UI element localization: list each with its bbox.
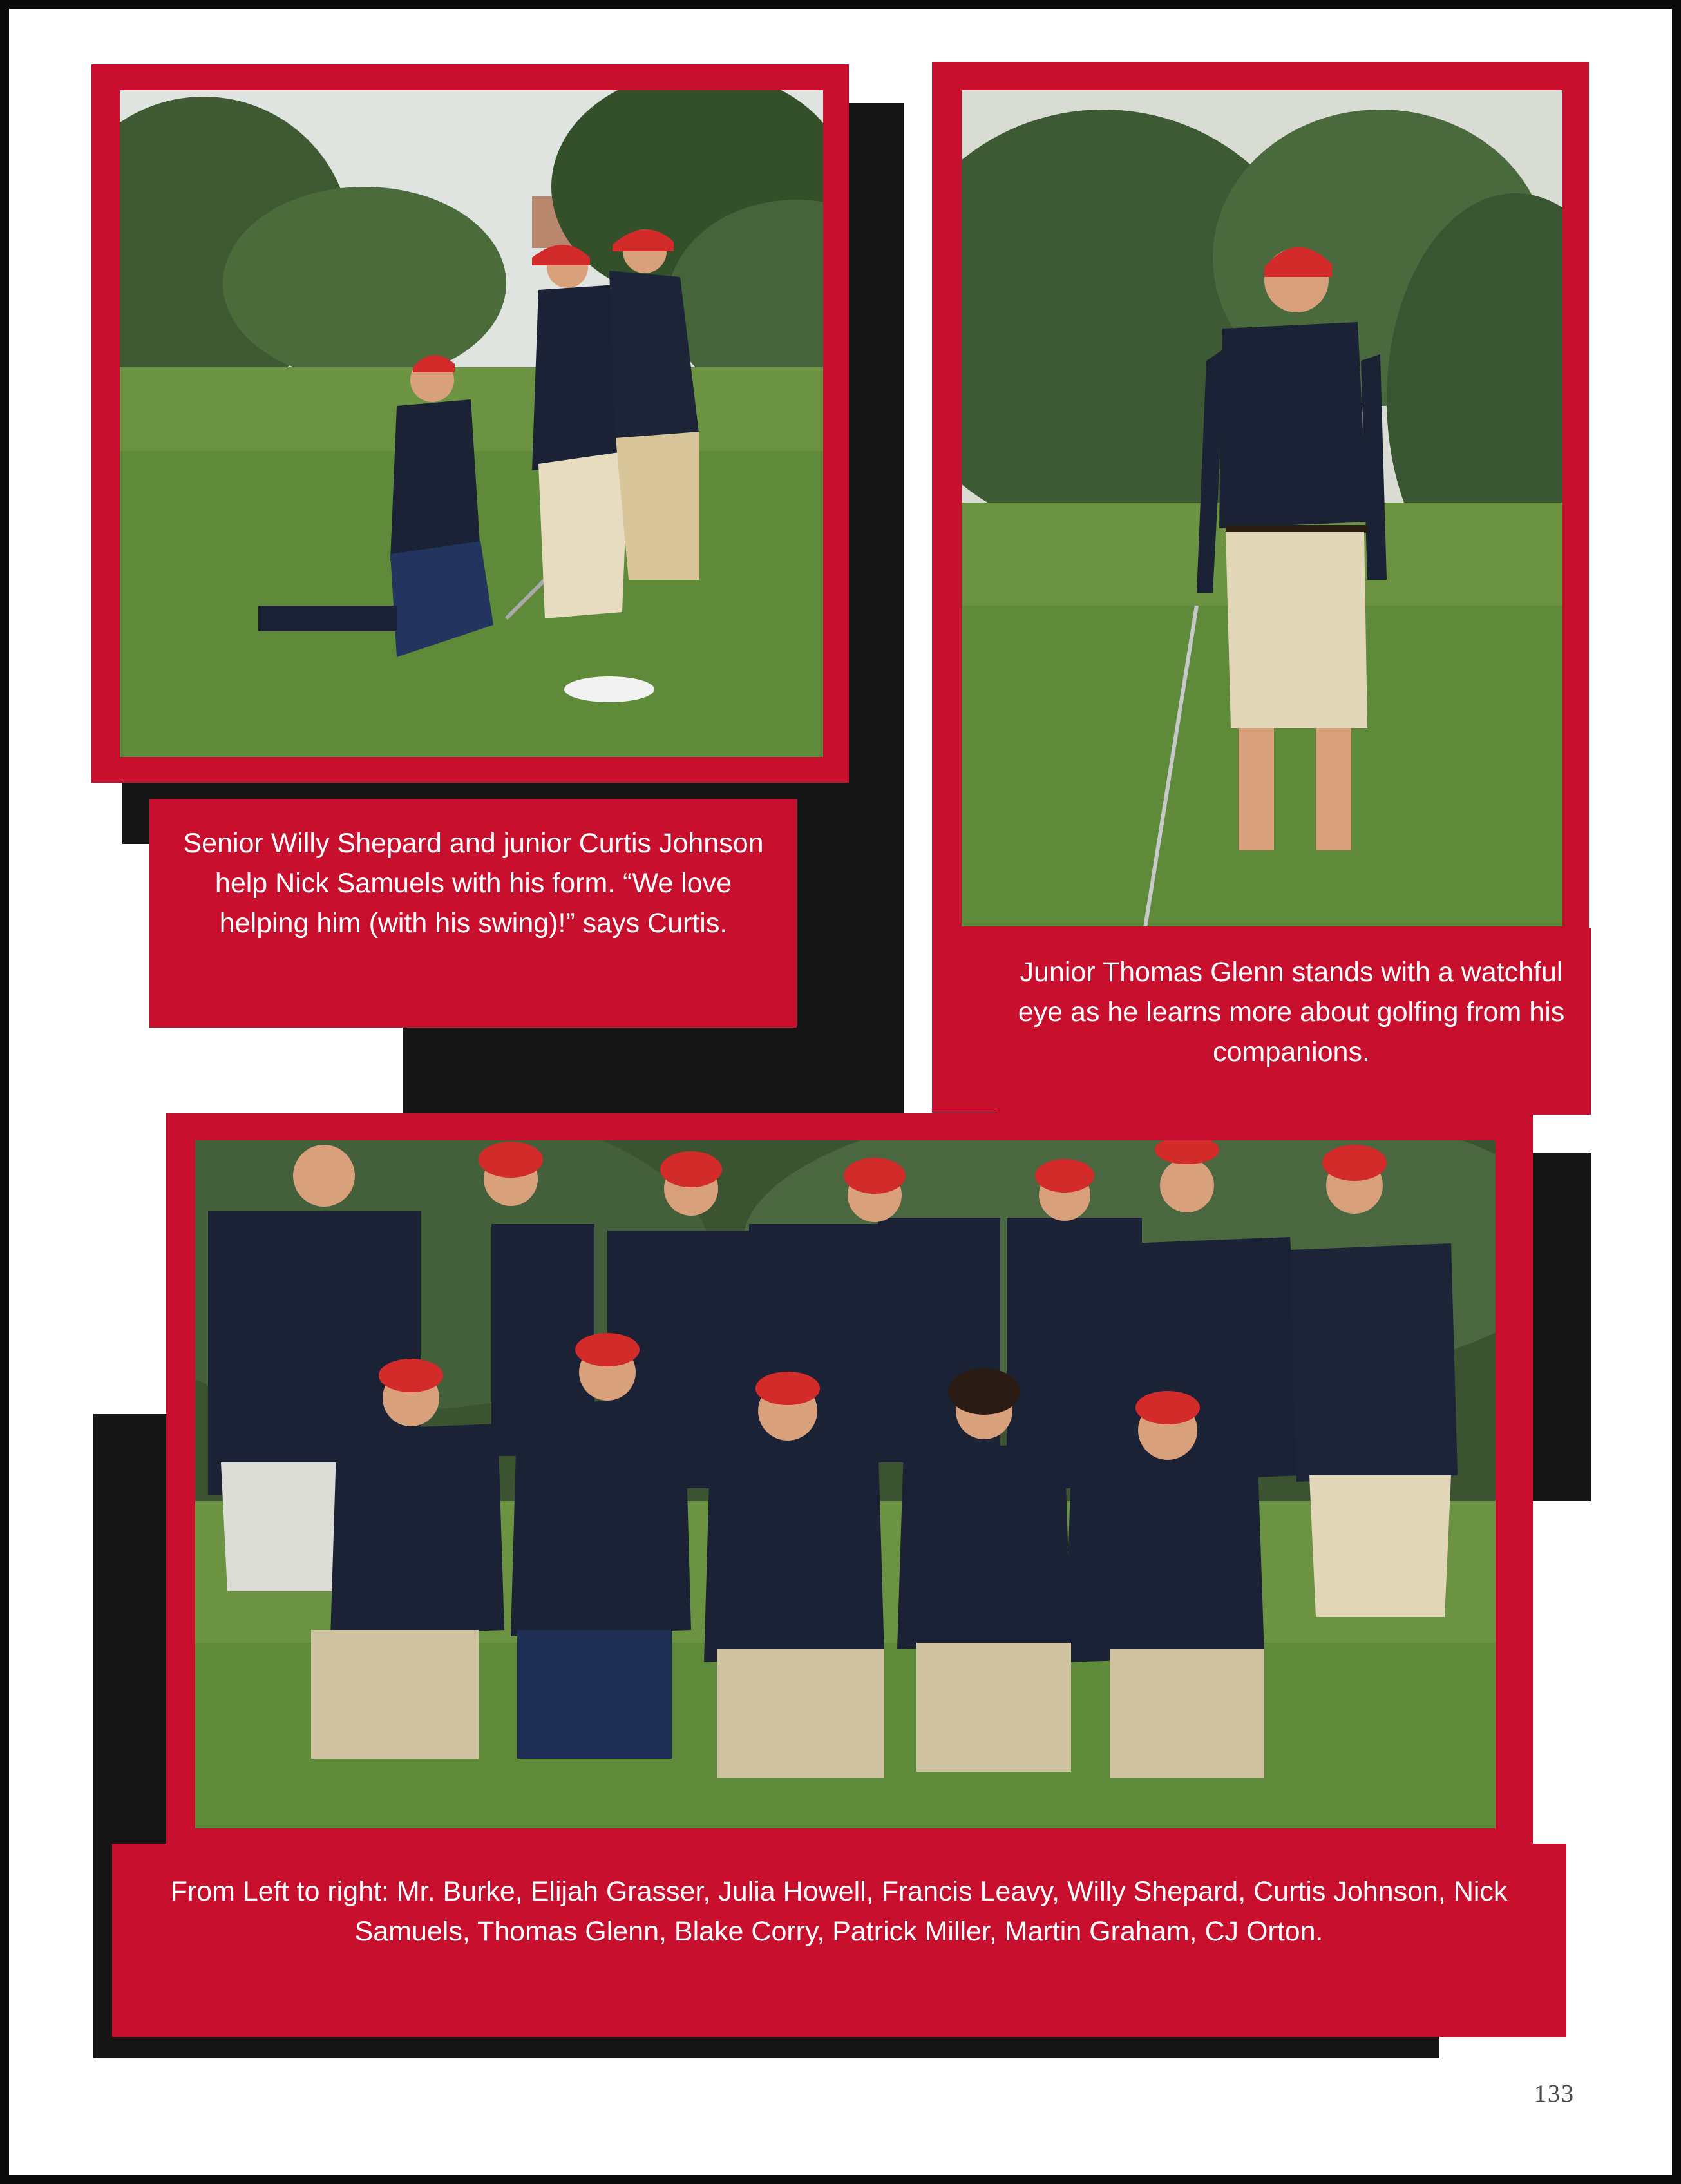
page-number: 133	[1534, 2080, 1575, 2107]
caption-junior-standing: Junior Thomas Glenn stands with a watchful eye as he learns more about golfing from his companions.	[1018, 957, 1565, 1068]
caption-team-roster: From Left to right: Mr. Burke, Elijah Grasser, Julia Howell, Francis Leavy, Willy Shepard, Curtis Johnson, Nick Samuels, Thomas Glenn, Blake Corry, Patrick Miller, Martin Graham, CJ Orton.	[170, 1876, 1508, 1947]
photo-golf-lesson	[120, 90, 823, 757]
photo-team	[195, 1140, 1496, 1828]
photo-junior-standing	[962, 90, 1562, 926]
caption-golf-lesson: Senior Willy Shepard and junior Curtis Johnson help Nick Samuels with his form. “We love helping him (with his swing)!” says Curtis.	[183, 828, 764, 939]
